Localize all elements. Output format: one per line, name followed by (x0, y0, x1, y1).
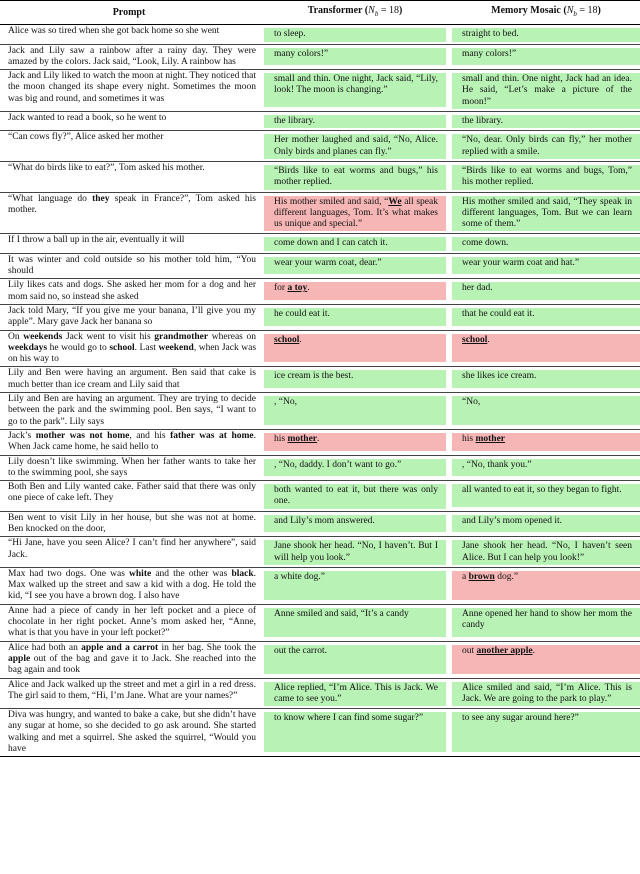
table-row (0, 641, 640, 678)
memory-mosaic-cell (452, 641, 640, 678)
text-segment: Jack told Mary, “If you give me your banana, I’ll give you my apple”. Mary gave Jack her banana so (8, 305, 256, 328)
text-segment: her dad. (462, 283, 493, 294)
error-highlight: mother (475, 433, 506, 444)
transformer-cell (264, 393, 446, 430)
incorrect-completion (452, 645, 640, 674)
correct-completion (264, 645, 446, 674)
prompt-cell (0, 604, 258, 641)
memory-mosaic-cell (452, 161, 640, 192)
text-segment: to know where I can find some sugar?” (274, 713, 424, 724)
correct-completion (264, 608, 446, 637)
text-segment: ice cream is the best. (274, 371, 354, 382)
error-highlight: brown (468, 571, 495, 582)
memory-mosaic-cell (452, 304, 640, 330)
transformer-cell (264, 604, 446, 641)
text-segment: , “No, thank you.” (462, 459, 532, 470)
text-segment: all speak different languages, Tom. It’s what makes us unique and special.” (274, 196, 438, 230)
text-segment: dog.” (494, 571, 519, 582)
text-segment: straight to bed. (462, 29, 519, 40)
transformer-cell (264, 367, 446, 393)
transformer-cell (264, 330, 446, 367)
memory-mosaic-cell (452, 604, 640, 641)
bold-text: they (92, 193, 110, 204)
correct-completion (452, 28, 640, 41)
table-row (0, 279, 640, 305)
table-body (0, 25, 640, 757)
memory-mosaic-cell (452, 511, 640, 537)
text-segment: both wanted to eat it, but there was only one. (274, 485, 438, 507)
text-segment: . Last (134, 342, 159, 353)
transformer-cell (264, 537, 446, 568)
text-segment: come down. (462, 238, 509, 249)
correct-completion (452, 370, 640, 388)
memory-mosaic-cell (452, 253, 640, 279)
table-row (0, 234, 640, 253)
correct-completion (264, 115, 446, 128)
table-row (0, 330, 640, 367)
transformer-cell (264, 429, 446, 455)
correct-completion (452, 608, 640, 637)
transformer-cell (264, 253, 446, 279)
text-segment: “Birds like to eat worms and bugs, Tom,” his mother replied. (462, 165, 632, 188)
text-segment: “No, dear. Only birds can fly,” her mother replied with a smile. (462, 135, 632, 157)
prompt-cell (0, 641, 258, 678)
correct-completion (264, 370, 446, 388)
text-segment: wear your warm coat, dear.” (274, 257, 382, 268)
transformer-cell (264, 44, 446, 70)
text-segment: many colors!” (274, 48, 329, 59)
text-segment: a (462, 571, 469, 582)
text-segment: , when Jack was on his way to (8, 342, 257, 365)
prompt-cell (0, 192, 258, 234)
text-segment: in her bag. She took the (158, 642, 257, 653)
text-segment: Jack wanted to read a book, so he went to (8, 113, 167, 124)
text-segment: His mother smiled and said, “ (274, 196, 389, 207)
correct-completion (452, 459, 640, 477)
table-row (0, 393, 640, 430)
text-segment: Lily doesn’t like swimming. When her father wants to take her to the swimming pool, she says (8, 456, 256, 478)
memory-mosaic-cell (452, 455, 640, 481)
memory-mosaic-cell (452, 709, 640, 757)
prompt-cell (0, 709, 258, 757)
text-segment: Lily and Ben are having an argument. They are trying to decide between the park and the swimming pool. Ben says, “I want to go to the park”. Lily says (8, 394, 256, 427)
text-segment: His mother smiled and said, “They speak in different languages, Tom. But we can learn some of them.” (462, 196, 632, 230)
bold-text: white (129, 568, 152, 579)
bold-text: weekends (23, 331, 63, 342)
text-segment: out of the bag and gave it to Jack. She reached into the bag again and took (8, 653, 256, 676)
correct-completion (452, 515, 640, 533)
prompt-cell (0, 112, 258, 131)
text-segment: , and his (129, 430, 171, 441)
correct-completion (452, 115, 640, 128)
table-row (0, 604, 640, 641)
memory-mosaic-cell (452, 70, 640, 112)
transformer-cell (264, 709, 446, 757)
correct-completion (264, 540, 446, 565)
text-segment: Alice smiled and said, “I’m Alice. This is Jack. We are going to the park to play.” (462, 682, 632, 704)
text-segment: “What do birds like to eat?”, Tom asked his mother. (8, 162, 205, 173)
text-segment: Alice and Jack walked up the street and met a girl in a red dress. The girl said to them, “Hi, I’m Jane. What are your names?” (8, 679, 256, 701)
text-segment: Ben went to visit Lily in her house, but she was not at home. Ben knocked on the door, (8, 512, 256, 534)
text-segment: the library. (274, 116, 316, 127)
error-highlight: school (462, 334, 488, 345)
header-row (0, 1, 640, 25)
text-segment: he could eat it. (274, 308, 330, 319)
correct-completion (452, 396, 640, 425)
text-segment: Jane shook her head. “No, I haven’t seen Alice. But I can help you look!” (462, 541, 632, 563)
text-segment: many colors!” (462, 48, 517, 59)
table-row (0, 161, 640, 192)
memory-mosaic-cell (452, 25, 640, 44)
prompt-cell (0, 367, 258, 393)
text-segment: to sleep. (274, 29, 306, 40)
header-memory-mosaic: Memory Mosaic $(N_b = 18)$ (452, 1, 640, 25)
text-segment: all wanted to eat it, so they began to fight. (462, 485, 622, 496)
transformer-cell (264, 131, 446, 162)
table-row (0, 567, 640, 604)
correct-completion (264, 308, 446, 326)
prompt-cell (0, 234, 258, 253)
transformer-cell (264, 112, 446, 131)
text-segment: she likes ice cream. (462, 371, 537, 382)
text-segment: “What language do (8, 193, 93, 204)
incorrect-completion (452, 334, 640, 363)
correct-completion (452, 712, 640, 752)
bold-text: black (231, 568, 254, 579)
bold-text: apple (8, 653, 31, 664)
table-row (0, 678, 640, 709)
incorrect-completion (452, 433, 640, 451)
text-segment: his (274, 433, 288, 444)
text-segment: . (317, 433, 320, 444)
text-segment: Alice replied, “I’m Alice. This is Jack. We came to see you.” (274, 682, 438, 704)
prompt-cell (0, 70, 258, 112)
incorrect-completion (264, 334, 446, 363)
prompt-cell (0, 481, 258, 512)
error-highlight: another apple (476, 645, 533, 656)
error-highlight: We (388, 196, 402, 207)
correct-completion (264, 165, 446, 190)
prompt-cell (0, 429, 258, 455)
text-segment: that he could eat it. (462, 308, 535, 319)
text-segment: and the other was (151, 568, 232, 579)
correct-completion (264, 484, 446, 509)
bold-text: weekend (158, 342, 194, 353)
text-segment: his (462, 433, 476, 444)
table-row (0, 511, 640, 537)
text-segment: Anne opened her hand to show her mom the candy (462, 608, 632, 631)
table-row (0, 367, 640, 393)
prompt-cell (0, 131, 258, 162)
transformer-cell (264, 481, 446, 512)
transformer-cell (264, 70, 446, 112)
prompt-cell (0, 511, 258, 537)
text-segment: the library. (462, 116, 504, 127)
correct-completion (264, 571, 446, 600)
text-segment: small and thin. One night, Jack said, “Lily, look! The moon is changing.” (274, 74, 438, 96)
text-segment: . When Jack came home, he said hello to (8, 430, 256, 453)
text-segment: Jane shook her head. “No, I haven’t. But I will help you look.” (274, 541, 438, 563)
memory-mosaic-cell (452, 537, 640, 568)
text-segment: “Can cows fly?”, Alice asked her mother (8, 132, 164, 143)
text-segment: . (532, 645, 535, 656)
prompt-cell (0, 678, 258, 709)
text-segment: Jack’s (8, 430, 36, 441)
table-row (0, 112, 640, 131)
table-row (0, 192, 640, 234)
correct-completion (264, 237, 446, 250)
table-row (0, 44, 640, 70)
text-segment: out the carrot. (274, 645, 328, 656)
table-row (0, 131, 640, 162)
text-segment: he would go to (47, 342, 110, 353)
text-segment: wear your warm coat and hat.” (462, 257, 580, 268)
memory-mosaic-cell (452, 481, 640, 512)
transformer-cell (264, 567, 446, 604)
correct-completion (264, 396, 446, 425)
header-prompt: Prompt (0, 1, 258, 25)
text-segment: , “No, daddy. I don’t want to go.” (274, 459, 402, 470)
correct-completion (264, 73, 446, 107)
bold-text: apple and a carrot (81, 642, 159, 653)
text-segment: to see any sugar around here?” (462, 713, 579, 724)
incorrect-completion (264, 196, 446, 232)
text-segment: If I throw a ball up in the air, eventually it will (8, 235, 185, 246)
text-segment: “Hi Jane, have you seen Alice? I can’t find her anywhere”, said Jack. (8, 538, 256, 560)
correct-completion (452, 308, 640, 326)
text-segment: Lily and Ben were having an argument. Ben said that cake is much better than ice cream and Lily said that (8, 368, 256, 390)
text-segment: Max had two dogs. One was (8, 568, 130, 579)
correct-completion (264, 712, 446, 752)
table-row (0, 70, 640, 112)
text-segment: . Max walked up the street and saw a kid with a dog. He told the kid, “I see you have a brown dog. I also have (8, 568, 256, 602)
transformer-cell (264, 192, 446, 234)
text-segment: Jack went to visit his (62, 331, 155, 342)
text-segment: “Birds like to eat worms and bugs,” his mother replied. (274, 165, 438, 188)
memory-mosaic-cell (452, 393, 640, 430)
correct-completion (264, 257, 446, 275)
prompt-cell (0, 393, 258, 430)
transformer-cell (264, 511, 446, 537)
correct-completion (264, 134, 446, 159)
correct-completion (264, 515, 446, 533)
text-segment: It was winter and cold outside so his mother told him, “You should (8, 254, 256, 277)
memory-mosaic-cell (452, 367, 640, 393)
text-segment: Her mother laughed and said, “No, Alice. Only birds and planes can fly.” (274, 135, 438, 157)
transformer-cell (264, 161, 446, 192)
transformer-cell (264, 455, 446, 481)
correct-completion (452, 257, 640, 275)
prompt-cell (0, 304, 258, 330)
text-segment: On (8, 331, 24, 342)
text-segment: come down and I can catch it. (274, 238, 388, 249)
memory-mosaic-cell (452, 429, 640, 455)
correct-completion (452, 282, 640, 300)
table-row (0, 253, 640, 279)
transformer-cell (264, 234, 446, 253)
text-segment: Anne had a piece of candy in her left pocket and a piece of chocolate in her right pocket. Anne’s mom asked her, “Anne, what is that you have in your left pocket?” (8, 605, 256, 639)
text-segment: small and thin. One night, Jack had an idea. He said, “Let’s make a picture of the moon!” (462, 74, 632, 107)
table-row (0, 304, 640, 330)
incorrect-completion (452, 571, 640, 600)
incorrect-completion (264, 282, 446, 300)
prompt-cell (0, 279, 258, 305)
text-segment: Diva was hungry, and wanted to bake a cake, but she didn’t have any sugar at home, so she decided to go ask around. She started walking and met a squirrel. She asked the squirrel, “Would you have (8, 710, 256, 755)
header-transformer: Transformer $(N_b = 18)$ (264, 1, 446, 25)
correct-completion (452, 682, 640, 707)
correct-completion (264, 459, 446, 477)
memory-mosaic-cell (452, 279, 640, 305)
text-segment: Lily likes cats and dogs. She asked her mom for a dog and her mom said no, so instead she asked (8, 280, 256, 302)
correct-completion (264, 682, 446, 707)
correct-completion (452, 540, 640, 565)
memory-mosaic-cell (452, 678, 640, 709)
correct-completion (264, 28, 446, 41)
correct-completion (452, 73, 640, 109)
memory-mosaic-cell (452, 192, 640, 234)
prompt-cell (0, 330, 258, 367)
correct-completion (452, 484, 640, 507)
incorrect-completion (264, 433, 446, 451)
text-segment: a white dog.” (274, 571, 325, 582)
correct-completion (264, 48, 446, 66)
memory-mosaic-cell (452, 567, 640, 604)
bold-text: father was at home (170, 430, 254, 441)
text-segment: “No, (462, 397, 481, 408)
text-segment: and Lily’s mom answered. (274, 515, 375, 526)
memory-mosaic-cell (452, 112, 640, 131)
error-highlight: mother (287, 433, 318, 444)
table-row (0, 709, 640, 757)
table-row (0, 25, 640, 44)
prompt-cell (0, 537, 258, 568)
memory-mosaic-cell (452, 330, 640, 367)
correct-completion (452, 134, 640, 159)
prompt-cell (0, 253, 258, 279)
text-segment: out (462, 645, 477, 656)
text-segment: . (487, 334, 490, 345)
correct-completion (452, 237, 640, 250)
text-segment: and Lily’s mom opened it. (462, 515, 563, 526)
memory-mosaic-cell (452, 131, 640, 162)
text-segment: whereas on (208, 331, 256, 342)
error-highlight: school (274, 334, 300, 345)
text-segment: . (299, 334, 302, 345)
table-row (0, 481, 640, 512)
text-segment: for (274, 283, 288, 294)
table-row (0, 429, 640, 455)
text-segment: , “No, (274, 397, 297, 408)
text-segment: Anne smiled and said, “It’s a candy (274, 608, 409, 619)
error-highlight: a toy (287, 283, 308, 294)
memory-mosaic-cell (452, 44, 640, 70)
prompt-cell (0, 567, 258, 604)
bold-text: mother was not home (35, 430, 130, 441)
transformer-cell (264, 641, 446, 678)
text-segment: . (307, 283, 310, 294)
transformer-cell (264, 678, 446, 709)
table-row (0, 537, 640, 568)
text-segment: Jack and Lily saw a rainbow after a rainy day. They were amazed by the colors. Jack said, “Look, Lily. A rainbow has (8, 45, 256, 67)
transformer-cell (264, 279, 446, 305)
memory-mosaic-cell (452, 234, 640, 253)
correct-completion (452, 165, 640, 190)
transformer-cell (264, 304, 446, 330)
table-row (0, 455, 640, 481)
text-segment: Alice was so tired when she got back home so she went (8, 26, 220, 37)
transformer-cell (264, 25, 446, 44)
text-segment: Both Ben and Lily wanted cake. Father said that there was only one piece of cake left. They (8, 482, 256, 504)
correct-completion (452, 196, 640, 232)
prompt-cell (0, 455, 258, 481)
bold-text: weekdays (8, 342, 48, 353)
text-segment: Jack and Lily liked to watch the moon at night. They noticed that the moon changed its shape every night. Sometimes the moon was big and round, and sometimes it was (8, 71, 256, 104)
text-segment: Alice had both an (8, 642, 82, 653)
text-segment: speak in France?”, Tom asked his mother. (8, 193, 256, 215)
prompt-cell (0, 25, 258, 44)
correct-completion (452, 48, 640, 66)
prompt-cell (0, 161, 258, 192)
bold-text: grandmother (154, 331, 209, 342)
prompt-cell (0, 44, 258, 70)
bold-text: school (109, 342, 135, 353)
